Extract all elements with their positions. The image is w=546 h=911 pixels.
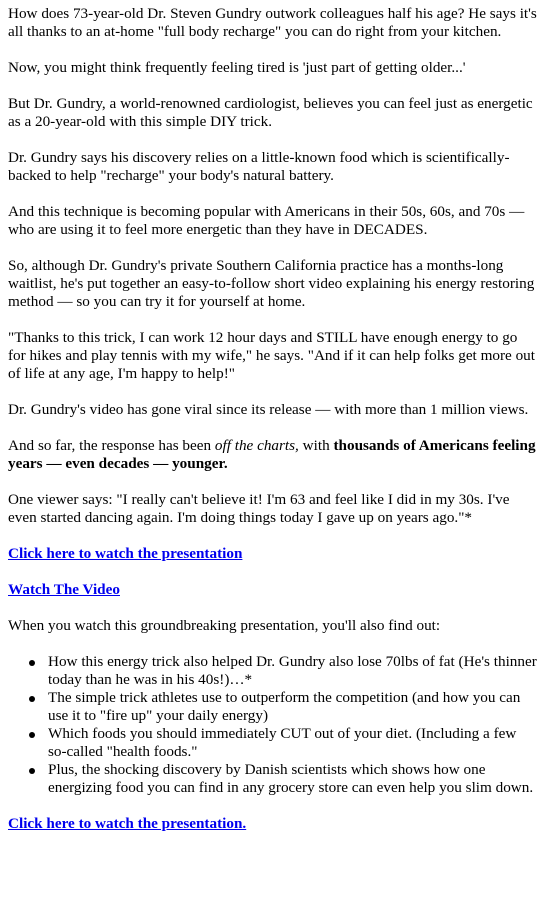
bullet-icon <box>29 696 35 702</box>
paragraph-waitlist: So, although Dr. Gundry's private Southern California practice has a months-long waitlist, he's put together an easy-to-follow short video explaining his energy restoring method — so you can try it for yourself at home. <box>8 257 535 310</box>
link-paragraph-3 <box>8 815 538 833</box>
list-item <box>48 761 538 797</box>
paragraph-tired: Now, you might think frequently feeling tired is 'just part of getting older...' <box>8 59 466 76</box>
benefits-list <box>8 653 538 797</box>
paragraph-cardiologist: But Dr. Gundry, a world-renowned cardiologist, believes you can feel just as energetic as a 20-year-old with this simple DIY trick. <box>8 95 533 130</box>
link-paragraph-1 <box>8 545 538 563</box>
bullet-icon <box>29 732 35 738</box>
response-lead: And so far, the response has been <box>8 437 215 454</box>
list-item-text: How this energy trick also helped Dr. Gundry also lose 70lbs of fat (He's thinner today than he was in his 40s!)…* <box>48 653 537 688</box>
paragraph-viral: Dr. Gundry's video has gone viral since its release — with more than 1 million views. <box>8 401 529 418</box>
paragraph-response <box>8 437 538 473</box>
list-item <box>48 725 538 761</box>
list-item <box>48 689 538 725</box>
response-mid: with <box>298 437 334 454</box>
paragraph-quote: "Thanks to this trick, I can work 12 hour days and STILL have enough energy to go for hikes and play tennis with my wife," he says. "And if it can help folks get more out of life at any age, I'm happy to help!" <box>8 329 535 382</box>
paragraph-testimonial: One viewer says: "I really can't believe it! I'm 63 and feel like I did in my 30s. I've even started dancing again. I'm doing things today I gave up on years ago."* <box>8 491 510 526</box>
list-item-text: Plus, the shocking discovery by Danish scientists which shows how one energizing food you can find in any grocery store can even help you slim down. <box>48 761 534 796</box>
response-bold: thousands of Americans feeling years — even decades — younger. <box>8 437 536 472</box>
watch-video-link[interactable]: Watch The Video <box>8 581 120 598</box>
watch-presentation-link-bottom[interactable]: Click here to watch the presentation. <box>8 815 247 832</box>
paragraph-popular: And this technique is becoming popular with Americans in their 50s, 60s, and 70s — who are using it to feel more energetic than they have in DECADES. <box>8 203 525 238</box>
list-item-text: Which foods you should immediately CUT out of your diet. (Including a few so-called "health foods." <box>48 725 517 760</box>
paragraph-list-intro: When you watch this groundbreaking presentation, you'll also find out: <box>8 617 441 634</box>
paragraph-discovery: Dr. Gundry says his discovery relies on a little-known food which is scientifically-backed to help "recharge" your body's natural battery. <box>8 149 510 184</box>
list-item <box>48 653 538 689</box>
list-item-text: The simple trick athletes use to outperform the competition (and how you can use it to "fire up" your daily energy) <box>48 689 521 724</box>
watch-presentation-link[interactable]: Click here to watch the presentation <box>8 545 243 562</box>
link-paragraph-2 <box>8 581 538 599</box>
paragraph-intro: How does 73-year-old Dr. Steven Gundry outwork colleagues half his age? He says it's all thanks to an at-home "full body recharge" you can do right from your kitchen. <box>8 5 537 40</box>
bullet-icon <box>29 660 35 666</box>
response-italic: off the charts, <box>214 437 299 454</box>
bullet-icon <box>29 768 35 774</box>
